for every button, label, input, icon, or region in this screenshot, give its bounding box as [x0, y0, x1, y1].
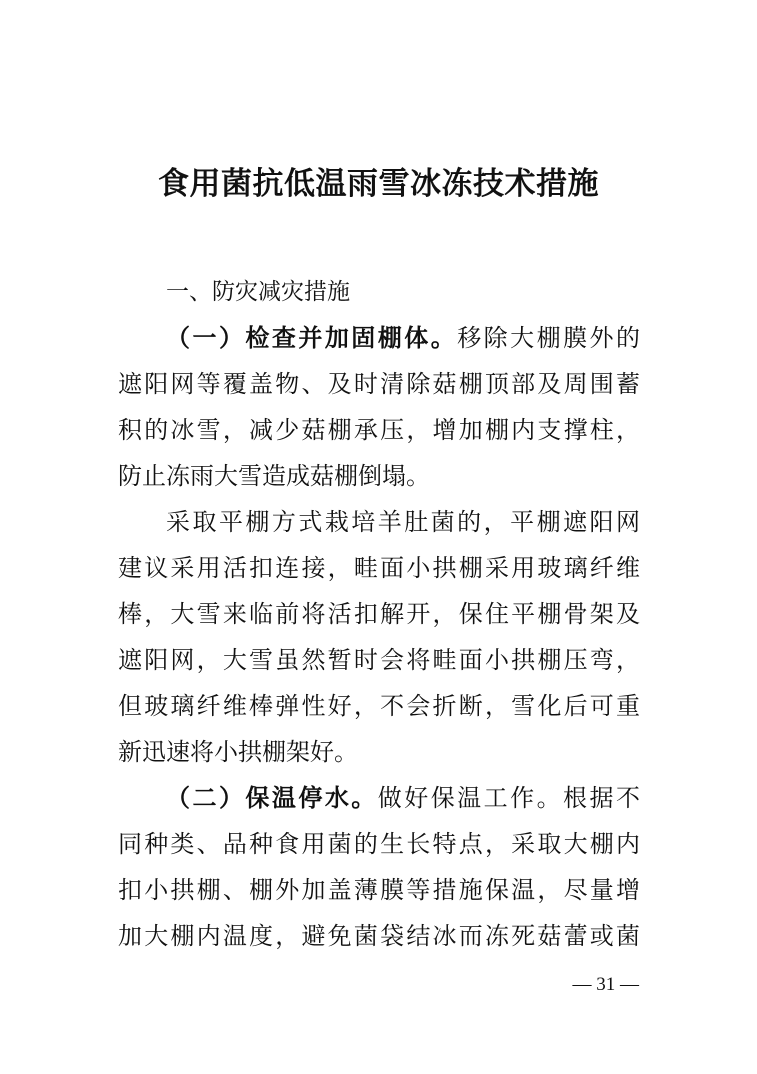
- paragraph-line: 棒，大雪来临前将活扣解开，保住平棚骨架及: [118, 600, 640, 628]
- paragraph-line: 但玻璃纤维棒弹性好，不会折断，雪化后可重: [118, 692, 640, 720]
- paragraph-line: [166, 315, 640, 361]
- paragraph-line: 采取平棚方式栽培羊肚菌的，平棚遮阳网: [166, 508, 640, 536]
- paragraph-line: 遮阳网，大雪虽然暂时会将畦面小拱棚压弯，: [118, 646, 640, 674]
- paragraph-text: 移除大棚膜外的: [457, 324, 641, 352]
- subsection-heading: （一）检查并加固棚体。: [166, 323, 458, 352]
- subsection-heading: （二）保温停水。: [166, 783, 378, 812]
- paragraph-line: 新迅速将小拱棚架好。: [118, 738, 358, 766]
- section-heading: 一、防灾减灾措施: [166, 279, 350, 305]
- paragraph-line: 建议采用活扣连接，畦面小拱棚采用玻璃纤维: [118, 554, 640, 582]
- paragraph-line: 扣小拱棚、棚外加盖薄膜等措施保温，尽量增: [118, 876, 640, 904]
- paragraph-line: 同种类、品种食用菌的生长特点，采取大棚内: [118, 830, 640, 858]
- paragraph-line: 积的冰雪，减少菇棚承压，增加棚内支撑柱，: [118, 416, 640, 444]
- document-title: 食用菌抗低温雨雪冰冻技术措施: [158, 166, 599, 202]
- paragraph-line: 遮阳网等覆盖物、及时清除菇棚顶部及周围蓄: [118, 370, 640, 398]
- paragraph-line: 加大棚内温度，避免菌袋结冰而冻死菇蕾或菌: [118, 922, 640, 950]
- paragraph-line: 防止冻雨大雪造成菇棚倒塌。: [118, 462, 430, 490]
- page-number: — 31 —: [572, 974, 639, 995]
- paragraph-line: [166, 775, 640, 821]
- paragraph-text: 做好保温工作。根据不: [377, 784, 641, 812]
